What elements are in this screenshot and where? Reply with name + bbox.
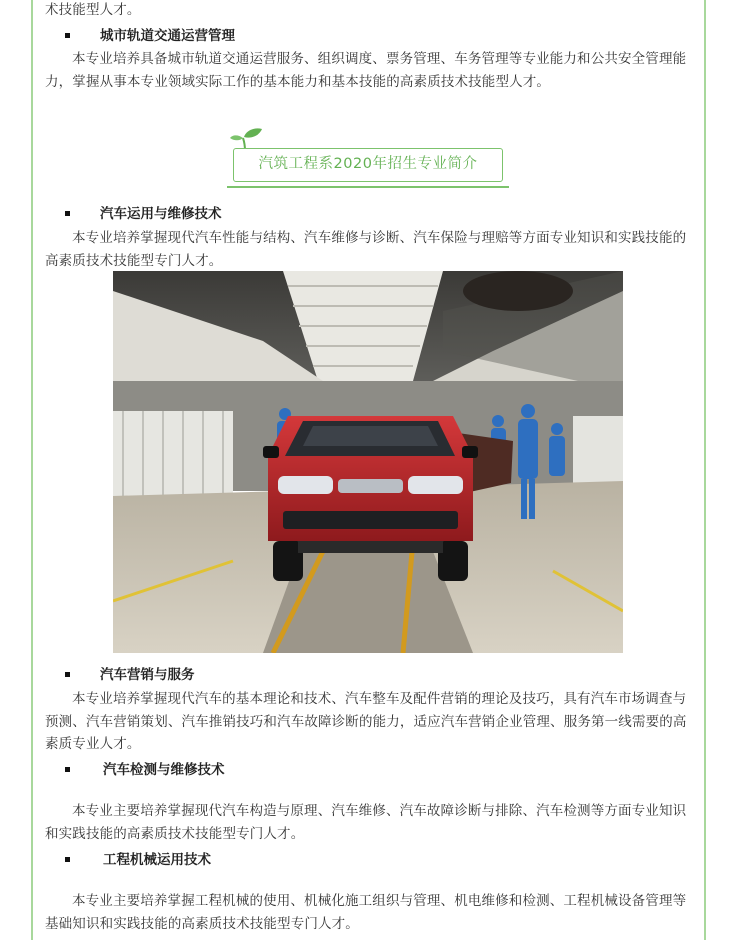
- banner-underline: [227, 186, 509, 188]
- bullet-icon: [65, 857, 70, 862]
- section-heading: [65, 759, 225, 781]
- section-paragraph: 本专业主要培养掌握工程机械的使用、机械化施工组织与管理、机电维修和检测、工程机械设备管理等基础知识和实践技能的高素质技术技能型专门人才。: [45, 893, 687, 932]
- department-banner: [227, 127, 509, 191]
- section-title: 汽车检测与维修技术: [103, 762, 225, 778]
- section-heading: [65, 203, 222, 225]
- car-assembly-line-photo: [113, 271, 623, 653]
- section-title: 城市轨道交通运营管理: [100, 28, 235, 44]
- intro-paragraph-tail: 术技能型人才。: [45, 2, 141, 18]
- section-heading: [65, 849, 211, 871]
- bullet-icon: [65, 211, 70, 216]
- section-paragraph: 本专业培养掌握现代汽车的基本理论和技术、汽车整车及配件营销的理论及技巧，具有汽车市场调查与预测、汽车营销策划、汽车推销技巧和汽车故障诊断的能力，适应汽车营销企业管理、服务第一线需要的高素质专业人才。: [45, 691, 687, 752]
- bullet-icon: [65, 672, 70, 677]
- section-title: 汽车营销与服务: [100, 667, 195, 683]
- section-heading: [65, 664, 195, 686]
- banner-title: 汽筑工程系2020年招生专业简介: [233, 148, 503, 182]
- section-title: 汽车运用与维修技术: [100, 206, 222, 222]
- section-title: 工程机械运用技术: [103, 852, 211, 868]
- section-paragraph: 本专业培养具备城市轨道交通运营服务、组织调度、票务管理、车务管理等专业能力和公共安全管理能力，掌握从事本专业领域实际工作的基本能力和基本技能的高素质技术技能型人才。: [45, 51, 687, 90]
- section-paragraph: 本专业主要培养掌握现代汽车构造与原理、汽车维修、汽车故障诊断与排除、汽车检测等方面专业知识和实践技能的高素质技术技能型专门人才。: [45, 803, 687, 842]
- section-paragraph: 本专业培养掌握现代汽车性能与结构、汽车维修与诊断、汽车保险与理赔等方面专业知识和实践技能的高素质技术技能型专门人才。: [45, 230, 687, 269]
- worker-figure: [549, 423, 565, 476]
- bullet-icon: [65, 33, 70, 38]
- section-heading: [65, 25, 235, 47]
- bullet-icon: [65, 767, 70, 772]
